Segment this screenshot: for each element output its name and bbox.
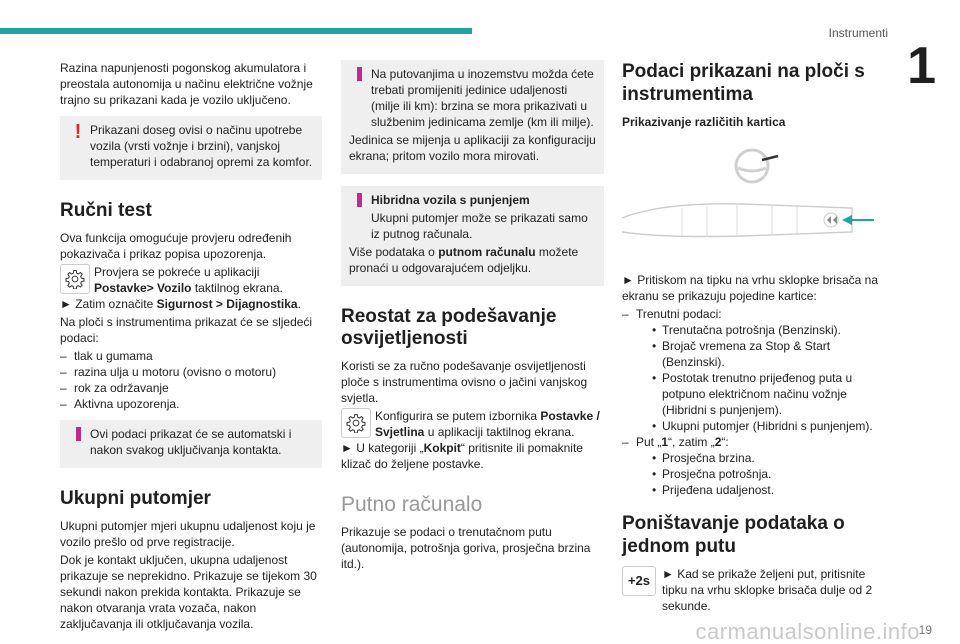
stalk-icon bbox=[622, 204, 852, 237]
reset-instruction bbox=[622, 566, 884, 614]
put-c: “, zatim „ bbox=[668, 435, 715, 449]
section-title: Instrumenti bbox=[828, 26, 888, 40]
gear-icon bbox=[60, 264, 90, 294]
heading-manual-test: Ručni test bbox=[60, 200, 152, 221]
step-text-a: ► Zatim označite bbox=[60, 297, 157, 311]
watermark: carmanualsonline.info bbox=[695, 619, 920, 644]
step-result: Na ploči s instrumentima prikazat će se sljedeći podaci: bbox=[60, 315, 313, 345]
warning-text: Prikazani doseg ovisi o načinu upotrebe vozila (vrsti vožnje i brzini), vanjskoj temperaturi i odabranoj opremi za komfor. bbox=[90, 123, 313, 169]
warning-icon: ! bbox=[74, 121, 82, 143]
brightness-instruction bbox=[341, 408, 604, 440]
list-item: • Prosječna brzina. bbox=[652, 450, 884, 466]
reset-text: ► Kad se prikaže željeni put, pritisnite tipku na vrhu sklopke brisača dulje od 2 sekunde. bbox=[662, 567, 873, 613]
put-a: Put „ bbox=[636, 435, 662, 449]
list-item: – tlak u gumama bbox=[60, 348, 322, 364]
list-item: • Trenutačna potrošnja (Benzinski). bbox=[652, 322, 884, 338]
list-item: • Prosječna potrošnja. bbox=[652, 466, 884, 482]
info-icon bbox=[351, 66, 367, 81]
kokpit-c: “ pritisnite ili pomaknite klizač do željene postavke. bbox=[341, 441, 583, 471]
heading-panel-data: Podaci prikazani na ploči s instrumentima bbox=[622, 61, 865, 105]
gear1-text-a: Provjera se pokreće u aplikaciji bbox=[94, 265, 260, 279]
warning-box bbox=[60, 116, 322, 180]
step-text-c: . bbox=[297, 297, 301, 311]
arrow-icon bbox=[842, 215, 874, 225]
column-1 bbox=[60, 60, 322, 634]
column-2 bbox=[341, 60, 604, 574]
list-item: – razina ulja u motoru (ovisno o motoru) bbox=[60, 364, 322, 380]
gear2-text-a: Konfigurira se putem izbornika bbox=[375, 409, 541, 423]
odometer-paragraph-1: Ukupni putomjer mjeri ukupnu udaljenost koju je vozilo prešlo od prve registracije. bbox=[60, 519, 316, 549]
kokpit-b: Kokpit bbox=[423, 441, 461, 455]
hold-2s-icon: +2s bbox=[622, 566, 656, 596]
step-paragraph bbox=[60, 296, 322, 312]
list-item: • Ukupni putomjer (Hibridni s punjenjem). bbox=[652, 418, 884, 434]
info-box-units bbox=[341, 60, 604, 174]
trip-sublist bbox=[636, 450, 884, 498]
heading-rheostat: Reostat za podešavanje osvijetljenosti bbox=[341, 306, 557, 349]
info-text: Ovi podaci prikazat će se automatski i nakon svakog uključivanja kontakta. bbox=[90, 427, 292, 457]
header-accent-bar bbox=[0, 28, 472, 34]
current-label: Trenutni podaci: bbox=[636, 307, 722, 321]
step-text-b: Sigurnost > Dijagnostika bbox=[156, 297, 298, 311]
put-e: “: bbox=[721, 435, 729, 449]
test-paragraph: Ova funkcija omogućuje provjeru određenih pokazivača i prikaz popisa upozorenja. bbox=[60, 231, 292, 261]
page-number: 19 bbox=[918, 623, 932, 637]
info-units-text-a: Na putovanjima u inozemstvu možda ćete trebati promijeniti jedinice udaljenosti (milje ili km): brzina se mora prikazivati u službenim jedinicama zemlje (km ili milje). bbox=[371, 67, 594, 129]
info-units-text-b: Jedinica se mijenja u aplikaciji za konfiguraciju ekrana; pritom vozilo mora mirovati. bbox=[349, 133, 596, 163]
chapter-number: 1 bbox=[907, 37, 936, 95]
info-icon bbox=[351, 192, 367, 207]
heading-reset: Poništavanje podataka o jednom putu bbox=[622, 513, 845, 557]
trip-paragraph: Prikazuje se podaci o trenutačnom putu (autonomija, potrošnja goriva, prosječna brzina itd.). bbox=[341, 525, 591, 571]
wiper-stalk-illustration bbox=[622, 138, 884, 258]
gear2-text-b: Postavke / Svjetlina bbox=[375, 409, 600, 439]
put-b: 1 bbox=[661, 435, 669, 449]
settings-instruction bbox=[60, 264, 322, 296]
intro-paragraph: Razina napunjenosti pogonskog akumulatora i preostala autonomija u načinu električne vožnje trajno su prikazani kada je vozilo uključeno. bbox=[60, 61, 313, 107]
list-item: – rok za održavanje bbox=[60, 380, 322, 396]
info-hybrid-title bbox=[349, 192, 596, 208]
info-hybrid-b2: putnom računalu bbox=[438, 245, 536, 259]
press-paragraph: ► Pritiskom na tipku na vrhu sklopke brisača na ekranu se prikazuju pojedine kartice: bbox=[622, 273, 878, 303]
list-item: • Prijeđena udaljenost. bbox=[652, 482, 884, 498]
info-box bbox=[60, 420, 322, 468]
subheading-cards: Prikazivanje različitih kartica bbox=[622, 115, 786, 129]
gear-icon bbox=[341, 408, 371, 438]
list-item-trips bbox=[622, 434, 884, 498]
gear1-text-c: taktilnog ekrana. bbox=[191, 281, 283, 295]
gear2-text-c: u aplikaciji taktilnog ekrana. bbox=[424, 425, 575, 439]
heading-trip-computer: Putno računalo bbox=[341, 493, 483, 516]
info-hybrid-b3: možete pronaći u odgovarajućem odjeljku. bbox=[349, 245, 579, 275]
heading-odometer: Ukupni putomjer bbox=[60, 488, 211, 509]
put-d: 2 bbox=[714, 435, 722, 449]
list-item: – Aktivna upozorenja. bbox=[60, 396, 322, 412]
info-hybrid-title-text: Hibridna vozila s punjenjem bbox=[371, 193, 530, 207]
list-item: • Postotak trenutno prijeđenog puta u potpuno električnom načinu vožnje (Hibridni s punjenjem). bbox=[652, 370, 884, 418]
kokpit-a: ► U kategoriji „ bbox=[341, 441, 424, 455]
odometer-paragraph-2: Dok je kontakt uključen, ukupna udaljenost prikazuje se neprekidno. Prikazuje se tijekom 30 sekundi nakon prekida kontakta. Prikazuje se nakon otvaranja vrata vozača, nakon zaključavanja ili otključavanja vozila. bbox=[60, 553, 317, 631]
info-icon bbox=[70, 426, 86, 441]
current-sublist bbox=[636, 322, 884, 434]
list-item: • Brojač vremena za Stop & Start (Benzinski). bbox=[652, 338, 884, 370]
info-hybrid-text-b bbox=[349, 244, 596, 276]
gear1-text-b: Postavke> Vozilo bbox=[94, 281, 192, 295]
steering-wheel-icon bbox=[736, 150, 778, 182]
list-item-current bbox=[622, 306, 884, 434]
rheostat-paragraph: Koristi se za ručno podešavanje osvijetljenosti ploče s instrumentima ovisno o jačini vanjskog svjetla. bbox=[341, 359, 588, 405]
cards-list bbox=[622, 306, 884, 498]
info-hybrid-text-a: Ukupni putomjer može se prikazati samo iz putnog računala. bbox=[371, 211, 588, 241]
column-3 bbox=[622, 60, 884, 614]
kokpit-paragraph bbox=[341, 440, 604, 472]
diagnostic-list bbox=[60, 348, 322, 412]
info-hybrid-b1: Više podataka o bbox=[349, 245, 439, 259]
info-box-hybrid bbox=[341, 186, 604, 286]
